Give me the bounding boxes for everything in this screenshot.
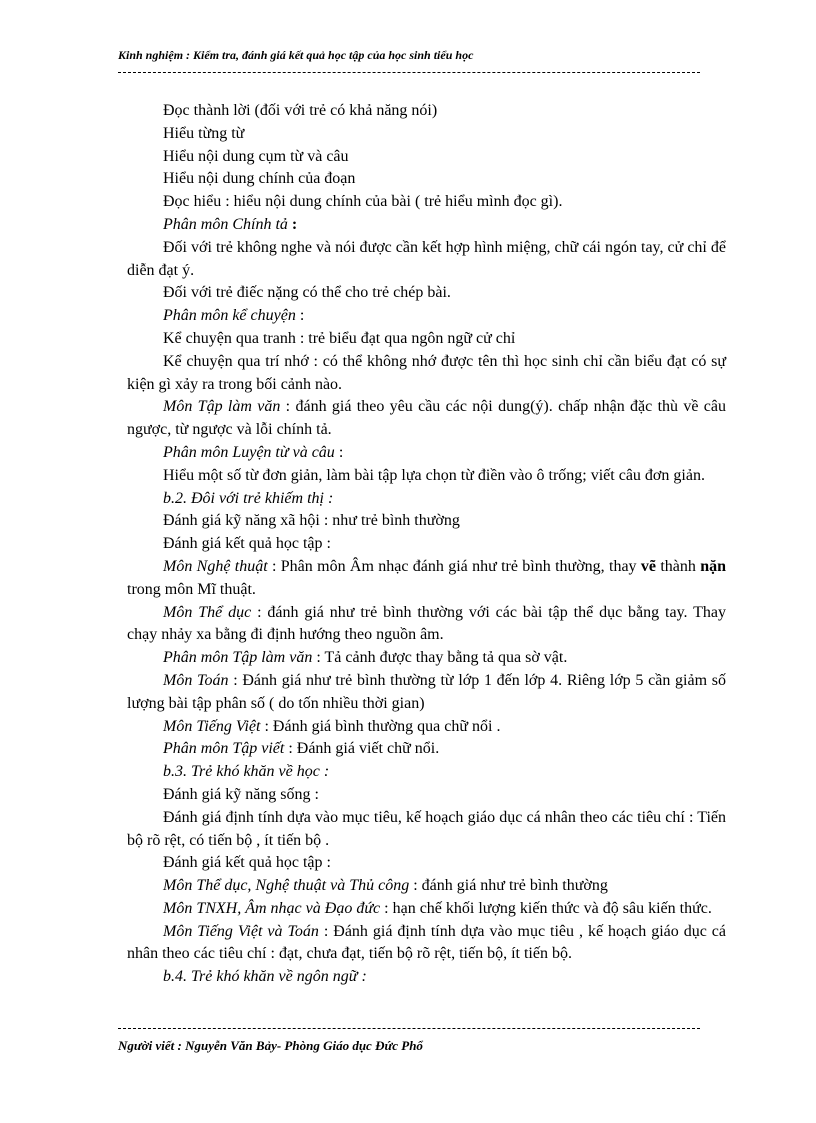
section-heading: b.3. Trẻ khó khăn về học :	[163, 763, 330, 781]
paragraph: Đánh giá kết quả học tập :	[163, 854, 331, 872]
paragraph: Đánh giá kết quả học tập :	[163, 535, 331, 553]
paragraph: Đánh giá định tính dựa vào mục tiêu, kế hoạch giáo dục cá nhân theo các tiêu chí : Tiến bộ rõ rệt, có tiến bộ , ít tiến bộ .	[127, 808, 726, 849]
paragraph: Đọc hiểu : hiểu nội dung chính của bài ( trẻ hiểu mình đọc gì).	[163, 193, 563, 211]
paragraph: Môn Tiếng Việt và Toán : Đánh giá định tính dựa vào mục tiêu , kế hoạch giáo dục cá nhân theo các tiêu chí : đạt, chưa đạt, tiến bộ rõ rệt, tiến bộ, ít tiến bộ.	[127, 922, 727, 963]
subheading: Phân môn Chính tả :	[163, 215, 298, 233]
paragraph: Đối với trẻ không nghe và nói được cần kết hợp hình miệng, chữ cái ngón tay, cử chỉ để diễn đạt ý.	[127, 238, 726, 279]
paragraph: Đánh giá kỹ năng sống :	[163, 785, 319, 803]
paragraph: Hiểu một số từ đơn giản, làm bài tập lựa chọn từ điền vào ô trống; viết câu đơn giản.	[163, 466, 705, 484]
subheading: Phân môn Luyện từ và câu :	[163, 443, 344, 461]
paragraph: Môn Tiếng Việt : Đánh giá bình thường qua chữ nổi .	[163, 717, 501, 735]
paragraph: Môn Tập làm văn : đánh giá theo yêu cầu các nội dung(ý). chấp nhận đặc thù về câu ngược, từ ngược và lỗi chính tả.	[127, 398, 727, 439]
document-body	[127, 100, 726, 989]
running-header: Kinh nghiệm : Kiểm tra, đánh giá kết quả học tập của học sinh tiểu học	[118, 48, 474, 62]
paragraph: Hiểu từng từ	[163, 124, 245, 142]
section-heading: b.2. Đôi với trẻ khiếm thị :	[163, 489, 334, 507]
footer-divider	[118, 1028, 700, 1029]
header-divider	[118, 72, 700, 73]
subheading: Phân môn kể chuyện :	[163, 307, 305, 325]
paragraph: Môn Thể dục, Nghệ thuật và Thủ công : đánh giá như trẻ bình thường	[163, 877, 608, 895]
paragraph: Kể chuyện qua tranh : trẻ biểu đạt qua ngôn ngữ cử chỉ	[163, 329, 516, 347]
section-heading: b.4. Trẻ khó khăn về ngôn ngữ :	[163, 968, 367, 986]
paragraph: Môn Nghệ thuật : Phân môn Âm nhạc đánh giá như trẻ bình thường, thay vẽ thành nặn trong môn Mĩ thuật.	[127, 557, 727, 598]
paragraph: Hiểu nội dung chính của đoạn	[163, 170, 356, 188]
paragraph: Môn Thể dục : đánh giá như trẻ bình thường với các bài tập thể dục bằng tay. Thay chạy nhảy xa bằng đi định hướng theo nguồn âm.	[127, 603, 726, 644]
running-footer: Người viết : Nguyễn Văn Bảy- Phòng Giáo dục Đức Phổ	[118, 1038, 423, 1053]
paragraph: Đối với trẻ điếc nặng có thể cho trẻ chép bài.	[163, 284, 451, 302]
paragraph: Hiểu nội dung cụm từ và câu	[163, 147, 349, 165]
paragraph: Phân môn Tập viết : Đánh giá viết chữ nổi.	[163, 740, 440, 758]
paragraph: Môn TNXH, Âm nhạc và Đạo đức : hạn chế khối lượng kiến thức và độ sâu kiến thức.	[163, 899, 712, 917]
paragraph: Phân môn Tập làm văn : Tả cảnh được thay bằng tả qua sờ vật.	[163, 649, 568, 667]
paragraph: Đọc thành lời (đối với trẻ có khả năng nói)	[163, 102, 438, 119]
paragraph: Môn Toán : Đánh giá như trẻ bình thường từ lớp 1 đến lớp 4. Riêng lớp 5 cần giảm số lượng bài tập phân số ( do tốn nhiều thời gian)	[127, 671, 726, 712]
paragraph: Đánh giá kỹ năng xã hội : như trẻ bình thường	[163, 512, 460, 530]
paragraph: Kể chuyện qua trí nhớ : có thể không nhớ được tên thì học sinh chỉ cần biểu đạt có sự kiện gì xảy ra trong bối cảnh nào.	[127, 352, 726, 393]
